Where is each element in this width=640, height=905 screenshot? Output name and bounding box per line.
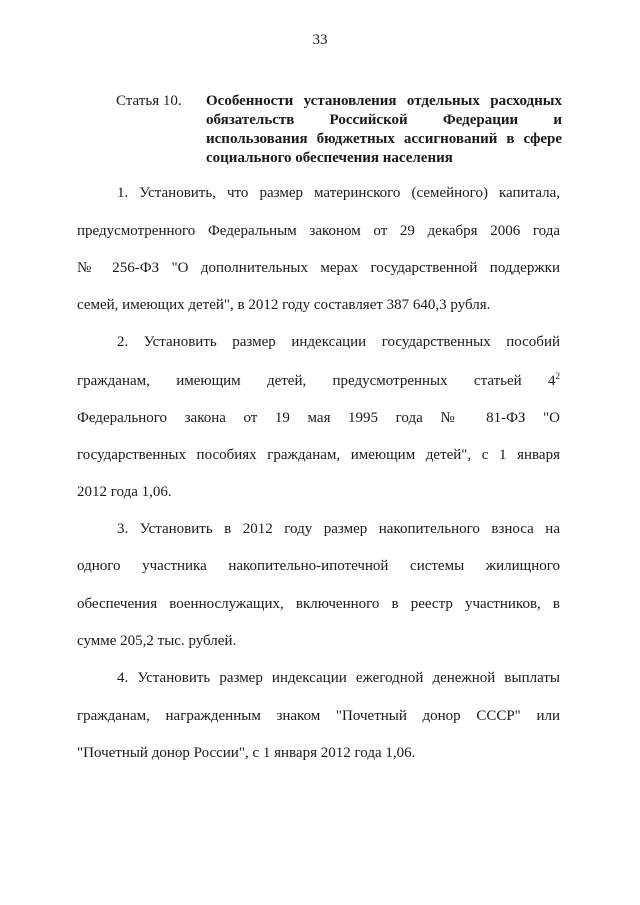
paragraph-1-line-4: семей, имеющих детей", в 2012 году составляет 387 640,3 рубля. [77, 297, 491, 313]
paragraph-4-line-1: 4. Установить размер индексации ежегодной денежной выплаты [117, 670, 560, 686]
paragraph-2-line-4: государственных пособиях гражданам, имеющим детей", с 1 января [77, 447, 560, 463]
article-reference-number: 4 [548, 373, 556, 389]
paragraph-2-line-5: 2012 года 1,06. [77, 484, 172, 500]
paragraph-2-line-2-text: гражданам, имеющим детей, предусмотренных статьей [77, 373, 522, 389]
paragraph-3-line-3: обеспечения военнослужащих, включенного в реестр участников, в [77, 596, 560, 612]
article-label: Статья 10. [116, 93, 182, 109]
paragraph-2-line-1: 2. Установить размер индексации государственных пособий [117, 334, 560, 350]
paragraph-3-line-2: одного участника накопительно-ипотечной системы жилищного [77, 558, 560, 574]
article-title: Особенности установления отдельных расходных обязательств Российской Федерации и использования бюджетных ассигнований в сфере социального обеспечения населения [206, 93, 562, 166]
paragraph-3-line-4: сумме 205,2 тыс. рублей. [77, 633, 237, 649]
page-number: 33 [312, 32, 328, 48]
paragraph-3-line-1: 3. Установить в 2012 году размер накопительного взноса на [117, 521, 560, 537]
paragraph-1-line-2: предусмотренного Федеральным законом от 29 декабря 2006 года [77, 223, 560, 239]
article-reference-superscript: 2 [555, 371, 560, 381]
paragraph-1-line-1: 1. Установить, что размер материнского (семейного) капитала, [117, 185, 560, 201]
paragraph-2-line-2 [77, 371, 560, 391]
article-reference [548, 373, 560, 389]
paragraph-2-line-3: Федерального закона от 19 мая 1995 года № 81-ФЗ "О [77, 410, 560, 426]
paragraph-1-line-3: № 256-ФЗ "О дополнительных мерах государственной поддержки [77, 260, 560, 276]
paragraph-4-line-3: "Почетный донор России", с 1 января 2012 года 1,06. [77, 745, 416, 761]
paragraph-4-line-2: гражданам, награжденным знаком "Почетный донор СССР" или [77, 708, 560, 724]
